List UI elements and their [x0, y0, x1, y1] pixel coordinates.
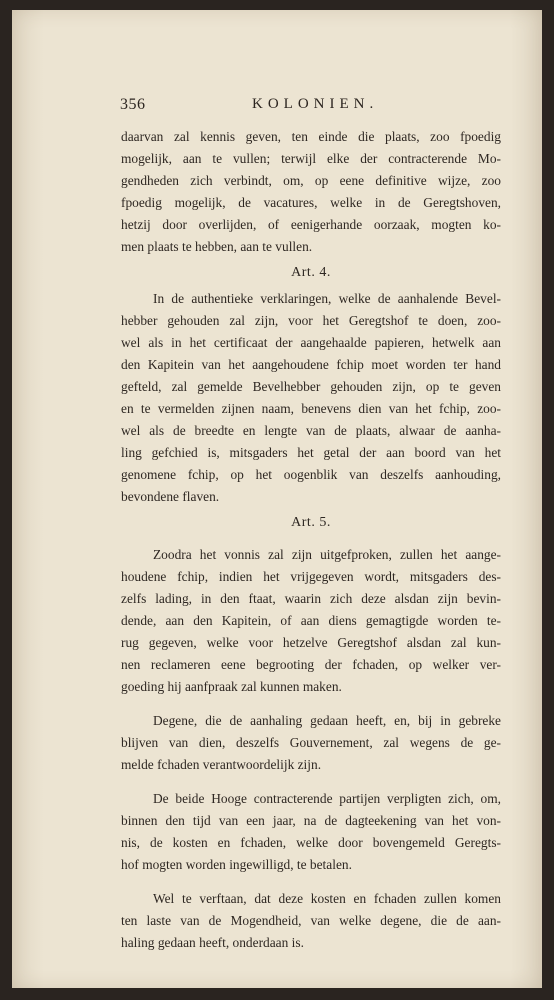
text-line: Degene, die de aanhaling gedaan heeft, en, bij in gebreke [153, 713, 501, 728]
spacer [121, 776, 501, 788]
book-page [12, 10, 542, 988]
text-line: rug gegeven, welke voor hetzelve Geregtshof alsdan zal kun- [121, 635, 501, 650]
text-line: In de authentieke verklaringen, welke de aanhalende Bevel- [153, 291, 501, 306]
text-line: genomene fchip, op het oogenblik van deszelfs aanhouding, [121, 467, 501, 482]
text-line: fpoedig mogelijk, de vacatures, welke in de Geregtshoven, [121, 195, 501, 210]
text-line: men plaats te hebben, aan te vullen. [121, 239, 313, 254]
text-line: Zoodra het vonnis zal zijn uitgefproken, zullen het aange- [153, 547, 501, 562]
page-body [121, 126, 501, 954]
page-number: 356 [120, 96, 146, 113]
text-line: houdene fchip, indien het vrijgegeven wordt, mitsgaders des- [121, 569, 501, 584]
text-line: gendheden zich verbindt, om, op eene definitive wijze, zoo [121, 173, 501, 188]
text-line: De beide Hooge contracterende partijen verpligten zich, om, [153, 791, 501, 806]
text-line: hof mogten worden ingewilligd, te betalen. [121, 857, 352, 872]
text-line: nen reclameren eene begrooting der fchaden, op welker ver- [121, 657, 501, 672]
running-title: KOLONIEN. [252, 96, 379, 112]
text-line: bevondene flaven. [121, 489, 220, 504]
text-line: melde fchaden verantwoordelijk zijn. [121, 757, 322, 772]
text-line: binnen den tijd van een jaar, na de dagteekening van het von- [121, 813, 501, 828]
spacer [121, 698, 501, 710]
article-4-paragraph [121, 288, 501, 508]
text-line: ten laste van de Mogendheid, van welke degene, die de aan- [121, 913, 501, 928]
text-line: den Kapitein van het aangehoudene fchip moet worden ter hand [121, 357, 501, 372]
text-line: wel als de breedte en lengte van de plaats, alwaar de aanha- [121, 423, 501, 438]
article-5-paragraph-2 [121, 710, 501, 776]
text-line: en te vermelden zijnen naam, benevens dien van het fchip, zoo- [121, 401, 501, 416]
text-line: haling gedaan heeft, onderdaan is. [121, 935, 304, 950]
spacer [121, 876, 501, 888]
article-5-paragraph-3 [121, 788, 501, 876]
text-line: hetzij door overlijden, of eenigerhande oorzaak, mogten ko- [121, 217, 501, 232]
text-line: blijven van dien, deszelfs Gouvernement, zal wegens de ge- [121, 735, 501, 750]
article-4-heading: Art. 4. [291, 265, 331, 280]
text-line: dende, aan den Kapitein, of aan diens gemagtigde worden te- [121, 613, 501, 628]
text-line: goeding hij aanfpraak zal kunnen maken. [121, 679, 342, 694]
text-line: ling gefchied is, mitsgaders het getal der aan boord van het [121, 445, 501, 460]
text-line: nis, de kosten en fchaden, welke door bovengemeld Geregts- [121, 835, 501, 850]
opening-paragraph [121, 126, 501, 258]
text-line: wel als in het certificaat der aangehaalde papieren, hetwelk aan [121, 335, 501, 350]
article-5-paragraph-1 [121, 544, 501, 698]
text-line: Wel te verftaan, dat deze kosten en fchaden zullen komen [153, 891, 501, 906]
text-line: mogelijk, aan te vullen; terwijl elke der contracterende Mo- [121, 151, 501, 166]
article-5-paragraph-4 [121, 888, 501, 954]
article-5-heading: Art. 5. [291, 515, 331, 530]
text-line: zelfs lading, in den ftaat, waarin zich deze alsdan zijn bevin- [121, 591, 501, 606]
text-line: daarvan zal kennis geven, ten einde die plaats, zoo fpoedig [121, 129, 501, 144]
text-line: hebber gehouden zal zijn, voor het Geregtshof te doen, zoo- [121, 313, 501, 328]
running-head [120, 96, 420, 120]
text-line: gefteld, zal gemelde Bevelhebber gehouden zijn, op te geven [121, 379, 501, 394]
